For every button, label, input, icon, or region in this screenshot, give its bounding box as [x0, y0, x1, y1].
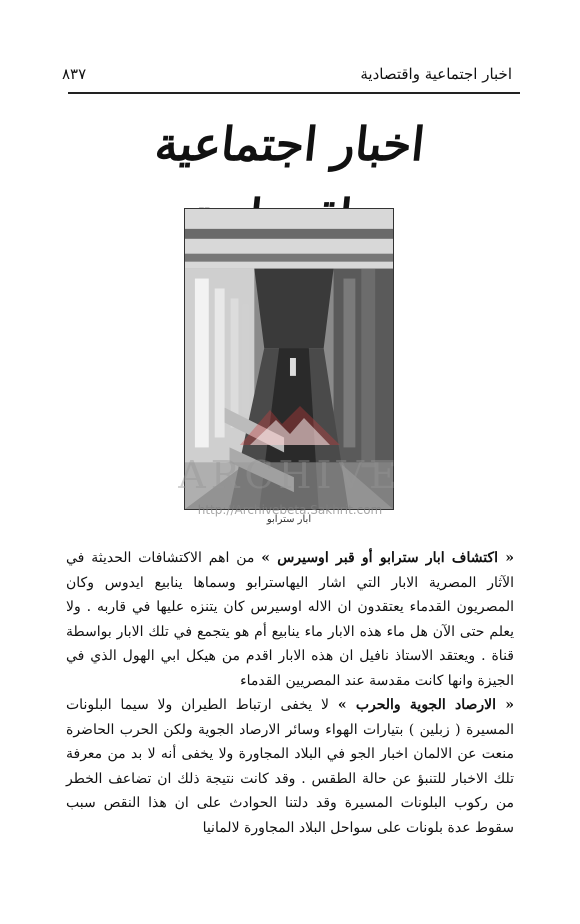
article-wells-text: من اهم الاكتشافات الحديثة في الآثار المصرية الابار التي اشار اليهاسترابو وسماها ينابيع ايدوس وكان المصريون القدماء يعتقدون ان الاله اوسيرس كان يتنزه عليها في قاربه . ولا يعلم حتى الآن هل ماء هذه الابار ماء ينابيع أم هو يتجمع في تلك الابار بواسطة قناة . ويعتقد الاستاذ نافيل ان هذه الابار اقدم من هيكل ابي الهول الذي في الجيزة وانها كانت مقدسة عند المصريين القدماء — [66, 550, 514, 689]
running-title: اخبار اجتماعية واقتصادية — [360, 65, 512, 83]
article-body — [66, 546, 514, 840]
article-weather-war-heading: « الارصاد الجوية والحرب » — [337, 697, 515, 713]
article-wells-heading: « اكتشاف ابار سترابو أو قبر اوسيرس » — [261, 550, 515, 566]
article-wells — [66, 546, 514, 693]
page-number: ٨٣٧ — [62, 65, 87, 83]
archive-watermark-url: http://Archivebeta.Sakhrit.com — [197, 503, 383, 517]
article-weather-war — [66, 693, 514, 840]
section-title: اخبار اجتماعية — [152, 117, 428, 171]
archive-logo-icon — [230, 400, 350, 450]
running-head — [62, 62, 512, 86]
archive-watermark: ARCHIVE — [178, 453, 402, 497]
header-rule — [68, 92, 520, 94]
article-weather-war-text: لا يخفى ارتباط الطيران ولا سيما البلونات المسيرة ( زبلين ) بتيارات الهواء وسائر الارصاد الجوية ولكن الحرب الحاضرة منعت عن الالمان اخبار الجو في البلاد المجاورة ولا يخفى أنه لا بد من معرفة تلك الاخبار للتنبؤ عن حالة الطقس . وقد كانت نتيجة ذلك ان تضاعف الخطر من ركوب البلونات المسيرة وقد دلتنا الحوادث على ان هذا النقص سبب سقوط عدة بلونات على سواحل البلاد المجاورة لالمانيا — [66, 697, 514, 836]
figure-caption: ابار سترابو — [266, 514, 312, 525]
